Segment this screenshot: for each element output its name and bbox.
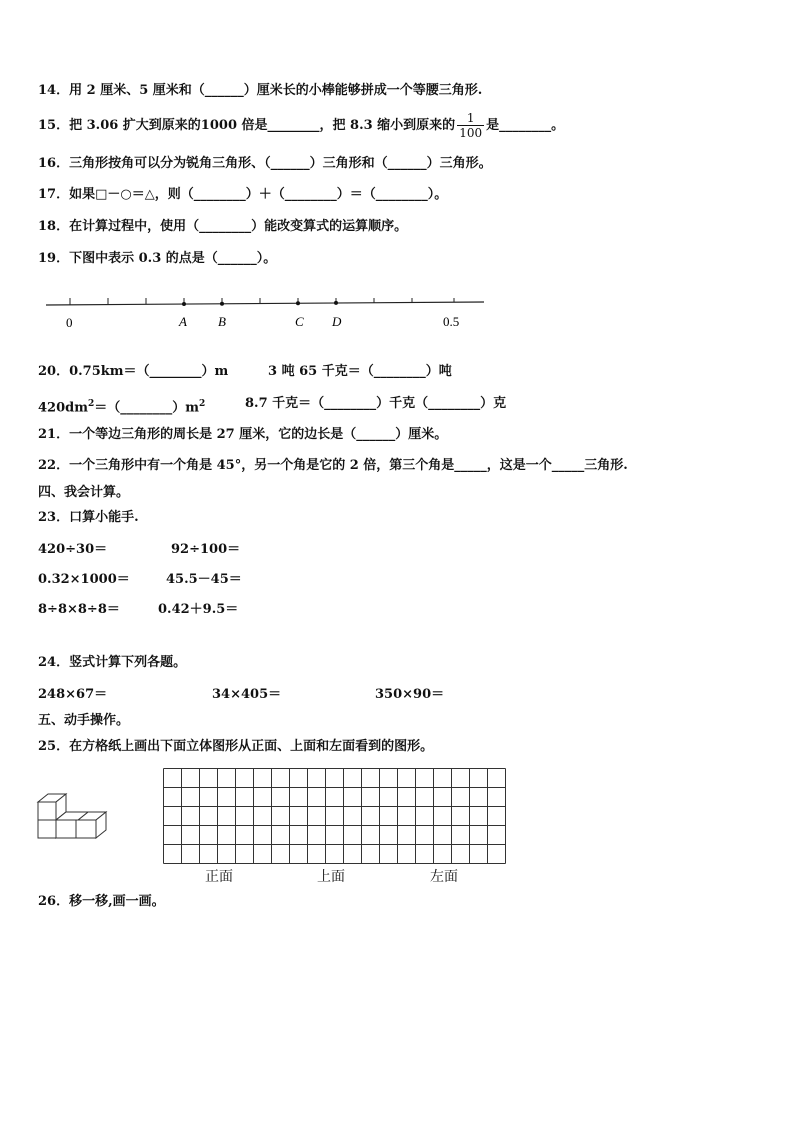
oral-item: 0.32×1000＝	[38, 572, 130, 587]
number-line-end-label: 0.5	[443, 314, 460, 329]
question-15	[38, 111, 564, 140]
cube-figure	[36, 790, 116, 845]
question-20	[38, 363, 228, 381]
square-grid[interactable]	[163, 768, 507, 866]
area-value: 420dm	[38, 400, 88, 416]
question-23: 23．口算小能手.	[38, 510, 139, 525]
point-a-label: A	[179, 314, 187, 329]
oral-item: 420÷30＝	[38, 542, 108, 557]
question-19: 19．下图中表示 0.3 的点是（______）。	[38, 251, 277, 266]
question-20-second-row	[38, 395, 205, 417]
fraction	[457, 111, 484, 140]
oral-item: 92÷100＝	[171, 542, 241, 557]
vertical-item: 34×405＝	[212, 687, 282, 702]
question-22: 22．一个三角形中有一个角是 45°，另一个角是它的 2 倍，第三个角是_____，这是一个_____三角形.	[38, 458, 628, 473]
section-five-heading: 五、动手操作。	[38, 713, 130, 728]
top-view-label: 上面	[317, 869, 345, 885]
question-15-text-a: 15．把 3.06 扩大到原来的1000 倍是________，把 8.3 缩小到原来的	[38, 118, 456, 133]
oral-item: 45.5－45＝	[166, 572, 242, 587]
question-21: 21．一个等边三角形的周长是 27 厘米，它的边长是（______）厘米。	[38, 427, 448, 442]
section-four-heading: 四、我会计算。	[38, 485, 130, 500]
question-16: 16．三角形按角可以分为锐角三角形、（______）三角形和（______）三角形。	[38, 156, 492, 171]
point-d-dot	[334, 301, 338, 305]
point-b-label: B	[218, 314, 226, 329]
point-d-label: D	[332, 314, 342, 329]
point-c-label: C	[295, 314, 304, 329]
number-line	[38, 290, 498, 338]
point-b-dot	[220, 302, 224, 306]
number-line-axis	[46, 302, 484, 305]
vertical-item: 248×67＝	[38, 687, 108, 702]
question-14: 14．用 2 厘米、5 厘米和（______）厘米长的小棒能够拼成一个等腰三角形.	[38, 83, 483, 98]
fraction-numerator: 1	[466, 111, 475, 125]
question-18: 18．在计算过程中，使用（________）能改变算式的运算顺序。	[38, 219, 408, 234]
point-c-dot	[296, 301, 300, 305]
question-20-part-b: 3 吨 65 千克＝（________）吨	[268, 364, 452, 379]
oral-item: 0.42＋9.5＝	[158, 602, 239, 617]
question-17: 17．如果□－○＝△，则（________）＋（________）＝（________）。	[38, 187, 448, 202]
area-exponent: 2	[87, 399, 95, 409]
number-line-start-label: 0	[66, 315, 73, 330]
oral-item: 8÷8×8÷8＝	[38, 602, 120, 617]
question-24: 24．竖式计算下列各题。	[38, 655, 187, 670]
point-a-dot	[182, 302, 186, 306]
question-15-text-b: 是________。	[486, 118, 565, 133]
question-20-number: 20．	[38, 364, 70, 379]
left-view-label: 左面	[430, 869, 458, 885]
question-25: 25．在方格纸上画出下面立体图形从正面、上面和左面看到的图形。	[38, 739, 434, 754]
question-26: 26．移一移,画一画。	[38, 894, 165, 909]
area-unit-exponent: 2	[199, 399, 206, 409]
question-20-part-d: 8.7 千克＝（________）千克（________）克	[245, 396, 507, 411]
question-20-part-a: 0.75km＝（________）m	[69, 364, 229, 379]
vertical-item: 350×90＝	[375, 687, 445, 702]
fraction-denominator: 100	[459, 126, 483, 140]
area-blank: ＝（________）m	[94, 400, 200, 416]
front-view-label: 正面	[205, 869, 233, 885]
